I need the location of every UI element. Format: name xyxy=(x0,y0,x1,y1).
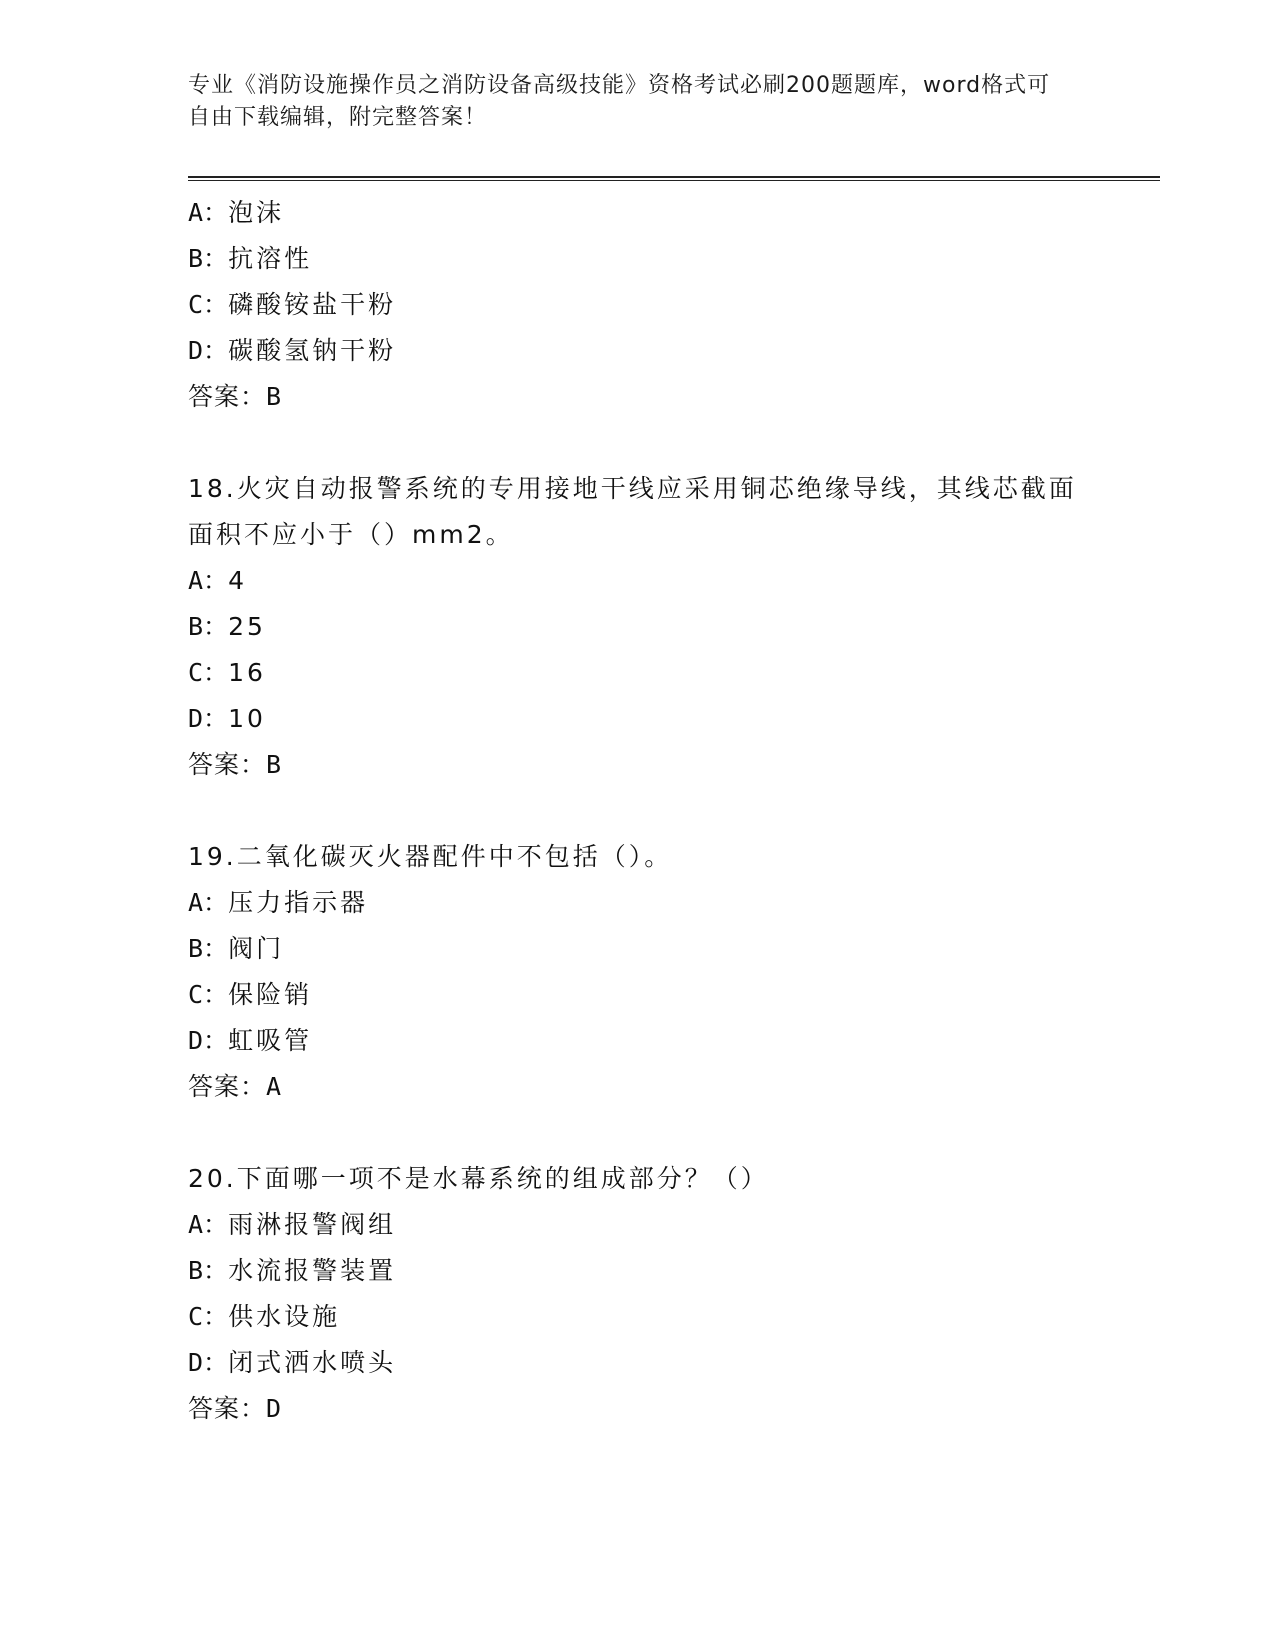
question-19 xyxy=(188,834,1088,1110)
option-b: B：25 xyxy=(188,612,266,641)
question-18 xyxy=(188,466,1088,788)
answer-line: 答案：B xyxy=(188,382,283,411)
answer-line: 答案：D xyxy=(188,1394,283,1423)
option-d: D：碳酸氢钠干粉 xyxy=(188,336,397,365)
option-b: B：抗溶性 xyxy=(188,244,313,273)
option-c: C：磷酸铵盐干粉 xyxy=(188,290,397,319)
option-c: C：供水设施 xyxy=(188,1302,341,1331)
question-text: 19.二氧化碳灭火器配件中不包括（）。 xyxy=(188,842,673,871)
header-divider xyxy=(188,176,1160,181)
option-c: C：保险销 xyxy=(188,980,313,1009)
option-a: A：泡沫 xyxy=(188,198,285,227)
question-text: 20.下面哪一项不是水幕系统的组成部分？（） xyxy=(188,1164,769,1193)
question-text: 18.火灾自动报警系统的专用接地干线应采用铜芯绝缘导线，其线芯截面面积不应小于（）mm2。 xyxy=(188,474,1077,549)
question-20 xyxy=(188,1156,1088,1432)
option-a: A：压力指示器 xyxy=(188,888,369,917)
answer-line: 答案：B xyxy=(188,750,283,779)
option-b: B：阀门 xyxy=(188,934,285,963)
answer-line: 答案：A xyxy=(188,1072,283,1101)
option-b: B：水流报警装置 xyxy=(188,1256,397,1285)
question-17 xyxy=(188,190,1088,420)
option-c: C：16 xyxy=(188,658,266,687)
option-d: D：闭式洒水喷头 xyxy=(188,1348,397,1377)
option-a: A：雨淋报警阀组 xyxy=(188,1210,397,1239)
question-list xyxy=(188,190,1088,1432)
page-header-title: 专业《消防设施操作员之消防设备高级技能》资格考试必刷200题题库，word格式可自由下载编辑，附完整答案！ xyxy=(188,73,1051,130)
option-d: D：虹吸管 xyxy=(188,1026,313,1055)
option-d: D：10 xyxy=(188,704,266,733)
option-a: A：4 xyxy=(188,566,247,595)
